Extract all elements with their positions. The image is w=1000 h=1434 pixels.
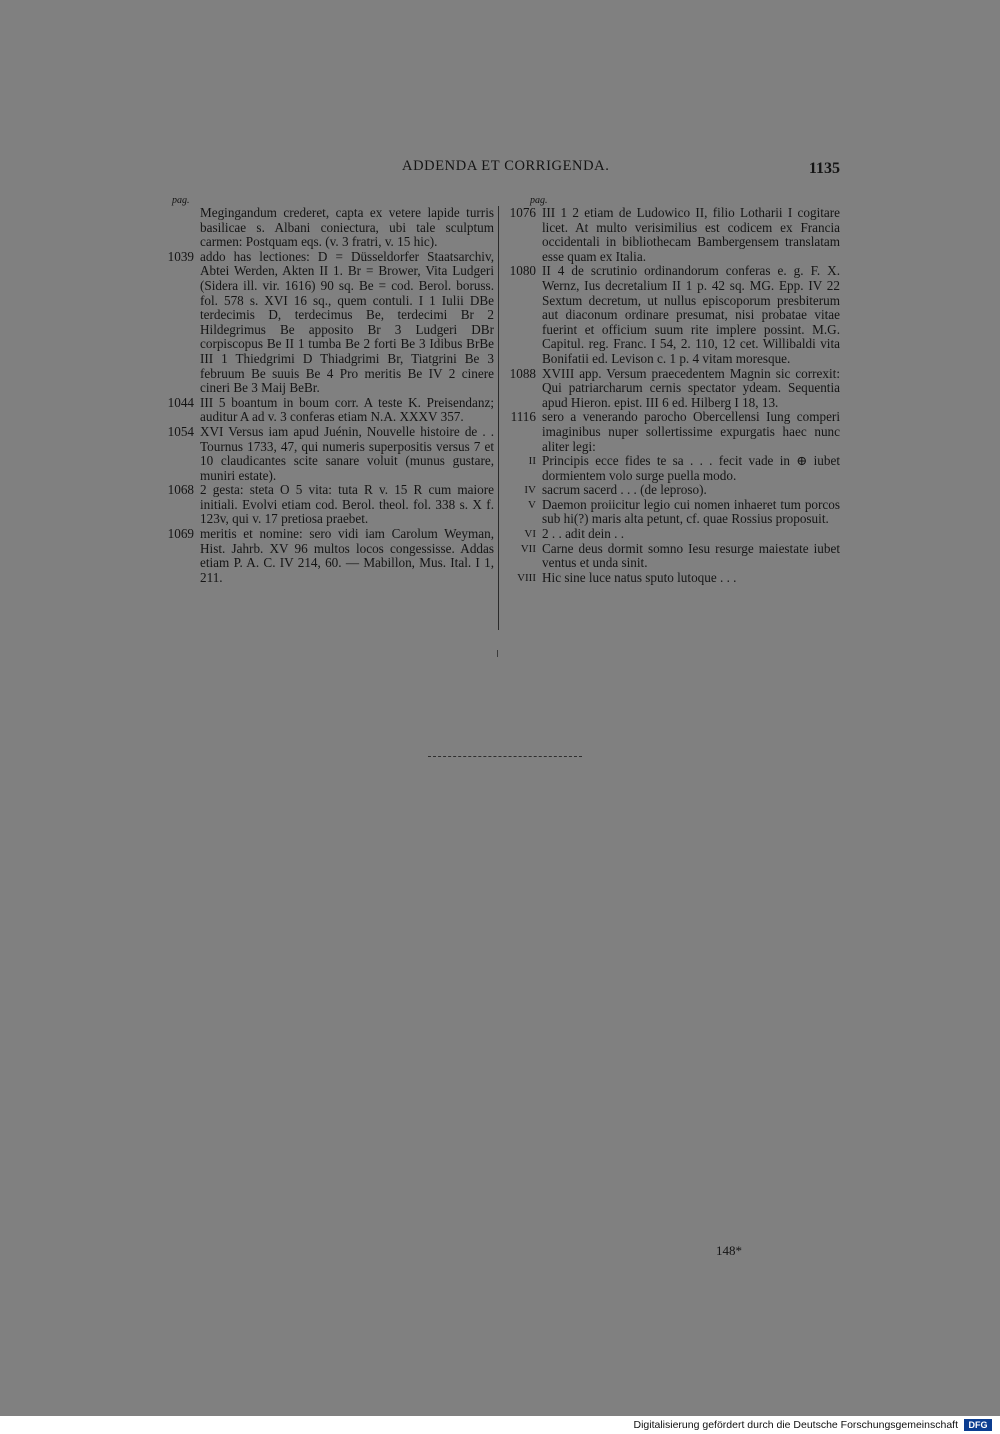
entry-1076 (506, 206, 840, 264)
entry-1044 (158, 396, 494, 425)
entry-text: III 5 boantum in boum corr. A teste K. Preisendanz; auditur A ad v. 3 conferas etiam N.A. XXXV 357. (200, 394, 494, 425)
entry-ref: 1054 (167, 423, 194, 439)
subentry-V (506, 498, 840, 527)
subentry-text: Principis ecce fides te sa . . . fecit vade in ⊕ iubet dormientem volo surge puella modo. (542, 453, 840, 483)
end-rule (428, 756, 582, 757)
entry-text: III 1 2 etiam de Ludowico II, filio Lotharii I cogitare licet. At multo verisimilius est codicem ex Francia occidentali in bibliothecam Bambergensem translatam esse quam ex Italia. (542, 205, 840, 264)
column-divider (498, 206, 499, 630)
subentry-text: sacrum sacerd . . . (de leproso). (542, 482, 707, 498)
entry-text: II 4 de scrutinio ordinandorum conferas e. g. F. X. Wernz, Ius decretalium II 1 p. 42 sq. MG. Epp. IV 22 Sextum decretum, ut nullus episcoporum presbiterum aut diaconum ordinare presumat, nisi probatae vitae fuerint et officium suum rite implere possint. M.G. Capitul. reg. Franc. I 54, 2. 110, 12 cet. Willibaldi vita Bonifatii ed. Levison c. 1 p. 4 vitam moresque. (542, 263, 840, 366)
subentry-text: Daemon proiicitur legio cui nomen inhaeret tum porcos sub hi(?) maris alta petunt, cf. quae Rossius proposuit. (542, 496, 840, 527)
entry-ref: 1068 (167, 482, 194, 498)
subentry-VI (506, 527, 840, 542)
subentry-ref: V (528, 498, 536, 511)
pag-label-left: pag. (172, 195, 190, 206)
page-number: 1135 (808, 160, 840, 177)
entry-1080 (506, 264, 840, 366)
dfg-logo: DFG (964, 1419, 992, 1431)
subentry-ref: VI (524, 528, 536, 541)
subentry-ref: IV (524, 484, 536, 497)
subentry-IV (506, 483, 840, 498)
entry-text: Megingandum crederet, capta ex vetere lapide turris basilicae s. Albani coniectura, ubi tale sculptum carmen: Postquam eqs. (v. 3 fratri, v. 15 hic). (200, 205, 494, 250)
entry-ref (158, 206, 200, 250)
subentry-II (506, 454, 840, 483)
entry-text: sero a venerando parocho Obercellensi Iung comperi imaginibus nuper sollertissime expurgatis haec nunc aliter legi: (542, 409, 840, 454)
entry-1039 (158, 250, 494, 396)
entry-1116 (506, 410, 840, 454)
entry-left-continuation (158, 206, 494, 250)
signature-mark: 148* (716, 1243, 742, 1258)
entry-ref: 1069 (167, 526, 194, 542)
entry-1068 (158, 483, 494, 527)
entry-text: XVIII app. Versum praecedentem Magnin sic correxit: Qui patriarcharum cernis spectator ydeam. Sequentia apud Hieron. epist. III 6 ed. Hilberg I 18, 13. (542, 365, 840, 410)
entry-text: 2 gesta: steta O 5 vita: tuta R v. 15 R cum maiore initiali. Evolvi etiam cod. Berol. theol. fol. 338 s. X f. 123v, qui v. 17 pretiosa praebet. (200, 482, 494, 527)
entry-ref: 1116 (510, 409, 536, 425)
pag-label-right: pag. (530, 195, 548, 206)
entry-1069 (158, 527, 494, 585)
subentry-ref: VII (520, 542, 536, 555)
entry-ref: 1039 (167, 248, 194, 264)
subentry-ref: VIII (517, 571, 536, 584)
entry-ref: 1088 (509, 365, 536, 381)
subentry-ref: II (528, 455, 536, 468)
left-column (158, 194, 494, 585)
entry-1088 (506, 367, 840, 411)
entry-text: XVI Versus iam apud Juénin, Nouvelle histoire de . . Tournus 1733, 47, qui numeris superpositis versus 7 et 10 claudicantes scite sanare voluit (munus gustare, muniri estate). (200, 423, 494, 483)
entry-text: meritis et nomine: sero vidi iam Carolum Weyman, Hist. Jahrb. XV 96 multos locos congessisse. Addas etiam P. A. C. IV 214, 60. — Mabillon, Mus. Ital. I 1, 211. (200, 526, 494, 585)
entry-1054 (158, 425, 494, 483)
subentry-VIII (506, 571, 840, 586)
entry-text: addo has lectiones: D = Düsseldorfer Staatsarchiv, Abtei Werden, Akten II 1. Br = Brower, Vita Ludgeri (Sidera ill. vir. 1616) 90 sq. Be = cod. Berol. boruss. fol. 578 s. XVI 16 sq., quem contuli. I 1 Iulii DBe terdecimis D, terdecimus Be, terdecimi Br 2 Hildegrimus Be apposito Br 3 Ludgeri DBr corpiscopus Be II 1 tumba Be 2 forti Be 3 Idibus BrBe III 1 Thiedgrimi D Thiadgrimi Br, Tiatgrini Be 3 februum Be suuis Be 4 Pro meritis Be IV 2 cinere cineri Be 3 Maij BeBr. (200, 248, 494, 396)
funding-note: Digitalisierung gefördert durch die Deutsche Forschungsgemeinschaft (633, 1419, 958, 1431)
subentry-VII (506, 542, 840, 571)
divider-end-mark (497, 650, 498, 657)
subentry-text: Hic sine luce natus sputo lutoque . . . (542, 569, 737, 585)
right-column (506, 194, 840, 585)
entry-ref: 1076 (509, 205, 536, 220)
subentry-text: Carne deus dormit somno Iesu resurge maiestate iubet ventus et unda sinit. (542, 540, 840, 571)
running-title: ADDENDA ET CORRIGENDA. (402, 158, 610, 174)
subentry-text: 2 . . adit dein . . (542, 526, 625, 542)
entry-ref: 1044 (167, 394, 194, 410)
entry-ref: 1080 (509, 263, 536, 279)
